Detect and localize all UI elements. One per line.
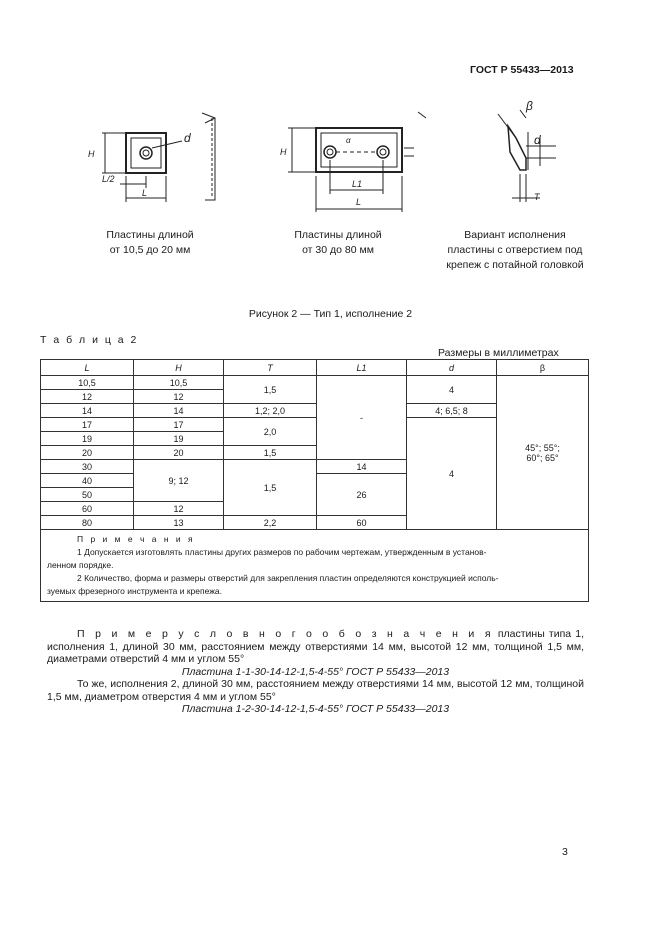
dim-L-large: L bbox=[356, 197, 362, 207]
table-header-row bbox=[41, 360, 589, 376]
col-header-d: d bbox=[407, 360, 497, 376]
cell-H: 17 bbox=[134, 418, 224, 432]
cell-L: 19 bbox=[41, 432, 134, 446]
note-line: 1 Допускается изготовлять пластины других размеров по рабочим чертежам, утвержденным в установ- bbox=[77, 547, 487, 557]
dim-beta: β bbox=[526, 99, 533, 113]
notes-title: П р и м е ч а н и я bbox=[77, 534, 196, 544]
designation-example bbox=[47, 628, 584, 716]
cell-T: 1,5 bbox=[224, 460, 317, 516]
example-lead: П р и м е р у с л о в н о г о о б о з н а ч е н и я bbox=[77, 628, 494, 640]
figure-title: Рисунок 2 — Тип 1, исполнение 2 bbox=[248, 308, 413, 320]
dim-d-side: d bbox=[534, 133, 541, 147]
note-line: зуемых фрезерного инструмента и крепежа. bbox=[47, 586, 223, 596]
dim-alpha: α bbox=[346, 136, 351, 145]
cell-H: 10,5 bbox=[134, 376, 224, 390]
col-header-T: T bbox=[224, 360, 317, 376]
example-text-2: То же, исполнения 2, длиной 30 мм, расстоянием между отверстиями 14 мм, высотой 12 мм, толщиной 1,5 мм, диаметром отверстия 4 мм и углом 55° bbox=[47, 678, 584, 703]
cell-L1: 14 bbox=[317, 460, 407, 474]
designation-1: Пластина 1-1-30-14-12-1,5-4-55° ГОСТ Р 55433—2013 bbox=[181, 665, 450, 678]
cell-T: 2,0 bbox=[224, 418, 317, 446]
cell-H: 13 bbox=[134, 516, 224, 530]
cell-H: 9; 12 bbox=[134, 460, 224, 502]
cell-d: 4 bbox=[407, 376, 497, 404]
cell-L: 40 bbox=[41, 474, 134, 488]
caption-small-plates: Пластины длиной от 10,5 до 20 мм bbox=[106, 229, 194, 256]
note-line: 2 Количество, форма и размеры отверстий для закрепления пластин определяются конструкцией исполь- bbox=[77, 573, 499, 583]
table-notes bbox=[41, 530, 589, 602]
cell-T: 2,2 bbox=[224, 516, 317, 530]
example-text-1: пластины типа 1, исполнения 1, длиной 30 мм, расстоянием между отверстиями 14 мм, высотой 12 мм, толщиной 1,5 мм, диаметрами отверстий 4 мм и углом 55° bbox=[47, 628, 584, 665]
table-notes-row bbox=[41, 530, 589, 602]
cell-L: 10,5 bbox=[41, 376, 134, 390]
cell-L: 17 bbox=[41, 418, 134, 432]
standard-header: ГОСТ Р 55433—2013 bbox=[470, 64, 574, 76]
cell-H: 20 bbox=[134, 446, 224, 460]
cell-L: 50 bbox=[41, 488, 134, 502]
cell-T: 1,5 bbox=[224, 446, 317, 460]
cell-L: 30 bbox=[41, 460, 134, 474]
cell-beta: 45°; 55°; 60°; 65° bbox=[497, 376, 589, 530]
dimensions-table bbox=[40, 359, 589, 602]
designation-2: Пластина 1-2-30-14-12-1,5-4-55° ГОСТ Р 55433—2013 bbox=[181, 703, 450, 715]
cell-L: 80 bbox=[41, 516, 134, 530]
dim-T: T bbox=[534, 192, 540, 202]
table-title: Т а б л и ц а 2 bbox=[40, 334, 139, 346]
cell-H: 19 bbox=[134, 432, 224, 446]
cell-L1: 26 bbox=[317, 474, 407, 516]
table-units: Размеры в миллиметрах bbox=[438, 347, 559, 359]
table-row bbox=[41, 376, 589, 390]
cell-L: 12 bbox=[41, 390, 134, 404]
cell-d: 4; 6,5; 8 bbox=[407, 404, 497, 418]
dim-d-small: d bbox=[184, 131, 191, 145]
cell-d: 4 bbox=[407, 418, 497, 530]
technical-drawing bbox=[80, 98, 600, 218]
dim-L-small: L bbox=[142, 188, 148, 198]
cell-L: 60 bbox=[41, 502, 134, 516]
dim-L-half: L/2 bbox=[102, 174, 115, 184]
note-line: ленном порядке. bbox=[47, 560, 114, 570]
dim-H-large: H bbox=[280, 147, 287, 157]
col-header-L1: L1 bbox=[317, 360, 407, 376]
cell-T: 1,5 bbox=[224, 376, 317, 404]
cell-L: 14 bbox=[41, 404, 134, 418]
cell-H: 12 bbox=[134, 390, 224, 404]
cell-H: 14 bbox=[134, 404, 224, 418]
col-header-beta: β bbox=[497, 360, 589, 376]
cell-L1: 60 bbox=[317, 516, 407, 530]
dim-L1: L1 bbox=[352, 179, 363, 189]
caption-large-plates: Пластины длиной от 30 до 80 мм bbox=[294, 229, 382, 256]
dim-H-small: H bbox=[88, 149, 95, 159]
cell-H: 12 bbox=[134, 502, 224, 516]
cell-L: 20 bbox=[41, 446, 134, 460]
cell-T: 1,2; 2,0 bbox=[224, 404, 317, 418]
page-number: 3 bbox=[562, 846, 568, 858]
cell-L1: - bbox=[317, 376, 407, 460]
caption-variant: Вариант исполнения пластины с отверстием под крепеж с потайной головкой bbox=[446, 229, 584, 271]
col-header-H: H bbox=[134, 360, 224, 376]
col-header-L: L bbox=[41, 360, 134, 376]
